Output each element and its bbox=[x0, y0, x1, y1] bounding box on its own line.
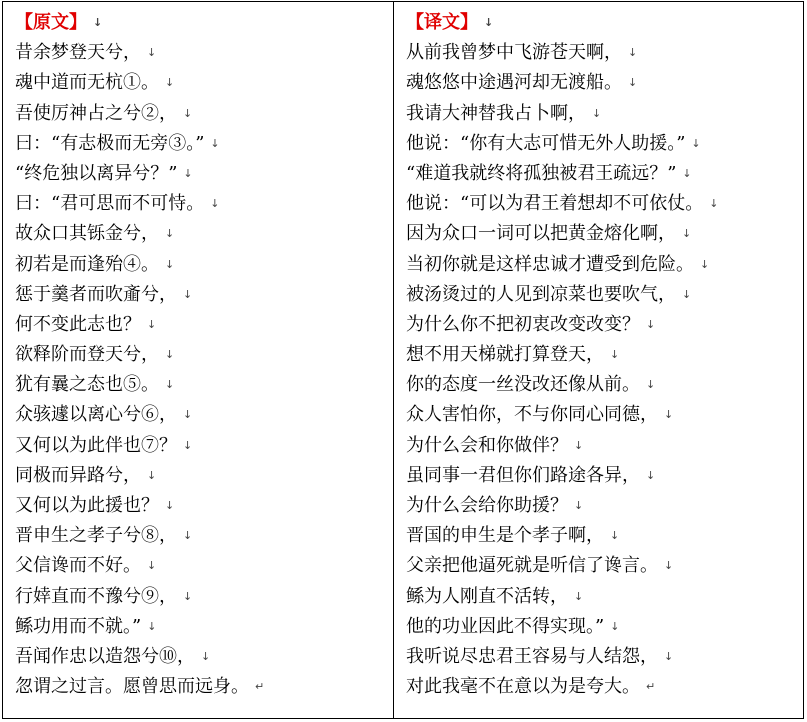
translation-line bbox=[406, 491, 803, 521]
original-line-text: 又何以为此伴也⑦？ bbox=[15, 434, 177, 456]
line-break-mark: ↓ bbox=[664, 649, 674, 663]
original-line-text: 犹有曩之态也⑤。 bbox=[15, 374, 159, 396]
translation-line-text: 我请大神替我占卜啊， bbox=[406, 102, 586, 124]
original-line bbox=[15, 280, 393, 310]
translation-line bbox=[406, 582, 803, 612]
line-break-mark: ↓ bbox=[691, 136, 701, 150]
line-break-mark: ↓ bbox=[682, 227, 692, 241]
original-line bbox=[15, 159, 393, 189]
original-line-text: 众骇遽以离心兮⑥， bbox=[15, 404, 177, 426]
original-line-text: 吾闻作忠以造怨兮⑩， bbox=[15, 645, 195, 667]
translation-line bbox=[406, 38, 803, 68]
document-table bbox=[2, 1, 804, 719]
line-break-mark: ↓ bbox=[183, 438, 193, 452]
line-break-mark: ↓ bbox=[183, 529, 193, 543]
translation-line-text: 父亲把他逼死就是听信了谗言。 bbox=[406, 555, 658, 577]
line-break-mark: ↓ bbox=[165, 257, 175, 271]
translation-line-text: 我听说尽忠君王容易与人结怨， bbox=[406, 645, 658, 667]
line-break-mark: ↓ bbox=[147, 619, 157, 633]
line-break-mark: ↓ bbox=[201, 649, 211, 663]
original-line-text: 鲧功用而不就。” bbox=[15, 615, 142, 637]
original-line-text: 晋申生之孝子兮⑧， bbox=[15, 525, 177, 547]
line-break-mark: ↓ bbox=[183, 589, 193, 603]
translation-line-text: 晋国的申生是个孝子啊， bbox=[406, 525, 604, 547]
translation-column bbox=[394, 2, 803, 718]
original-line bbox=[15, 340, 393, 370]
translation-line bbox=[406, 370, 803, 400]
translation-line bbox=[406, 612, 803, 642]
line-break-mark: ↓ bbox=[210, 197, 220, 211]
original-line bbox=[15, 431, 393, 461]
line-break-mark: ↓ bbox=[628, 46, 638, 60]
line-break-mark: ↓ bbox=[574, 438, 584, 452]
translation-line-text: 你的态度一丝没改还像从前。 bbox=[406, 374, 640, 396]
translation-line-text: 因为众口一词可以把黄金熔化啊， bbox=[406, 223, 676, 245]
original-line-text: 行婞直而不豫兮⑨， bbox=[15, 585, 177, 607]
translation-line bbox=[406, 310, 803, 340]
line-break-mark: ↓ bbox=[147, 46, 157, 60]
translation-line bbox=[406, 551, 803, 581]
original-line-text: 父信谗而不好。 bbox=[15, 555, 141, 577]
original-line-text: 昔余梦登天兮， bbox=[15, 42, 141, 64]
original-line-text: 魂中道而无杭①。 bbox=[15, 72, 159, 94]
line-break-mark: ↓ bbox=[183, 287, 193, 301]
line-break-mark: ↓ bbox=[147, 317, 157, 331]
translation-line bbox=[406, 189, 803, 219]
line-break-mark: ↓ bbox=[628, 76, 638, 90]
original-line-text: 又何以为此援也？ bbox=[15, 495, 159, 516]
original-line-text: 初若是而逢殆④。 bbox=[15, 253, 159, 275]
line-break-mark: ↓ bbox=[165, 348, 175, 362]
line-break-mark: ↓ bbox=[183, 166, 193, 180]
original-line-text: 忽谓之过言。愿曾思而远身。 bbox=[15, 676, 249, 698]
line-break-mark: ↓ bbox=[210, 136, 220, 150]
original-line bbox=[15, 38, 393, 68]
translation-line bbox=[406, 672, 803, 702]
translation-line bbox=[406, 129, 803, 159]
original-line bbox=[15, 642, 393, 672]
line-break-mark: ↓ bbox=[700, 257, 710, 271]
translation-line bbox=[406, 280, 803, 310]
original-text-column bbox=[3, 2, 394, 718]
original-line bbox=[15, 310, 393, 340]
translation-line bbox=[406, 219, 803, 249]
line-break-mark: ↓ bbox=[664, 559, 674, 573]
paragraph-mark: ↵ bbox=[255, 680, 265, 694]
line-break-mark: ↓ bbox=[147, 468, 157, 482]
line-break-mark: ↓ bbox=[682, 166, 692, 180]
translation-line-text: 从前我曾梦中飞游苍天啊， bbox=[406, 42, 622, 64]
translation-line bbox=[406, 461, 803, 491]
line-break-mark: ↓ bbox=[646, 317, 656, 331]
translation-line-text: 想不用天梯就打算登天， bbox=[406, 344, 604, 366]
translation-line-text: 众人害怕你，不与你同心同德， bbox=[406, 404, 658, 426]
line-break-mark: ↓ bbox=[610, 529, 620, 543]
translation-header bbox=[406, 8, 803, 38]
translation-line-text: 为什么你不把初衷改变改变？ bbox=[406, 313, 640, 335]
translation-line-text: 被汤烫过的人见到凉菜也要吹气， bbox=[406, 283, 676, 305]
line-break-mark: ↓ bbox=[709, 197, 719, 211]
translation-line-text: 虽同事一君但你们路途各异， bbox=[406, 464, 640, 486]
line-break-mark: ↓ bbox=[183, 106, 193, 120]
original-line bbox=[15, 219, 393, 249]
translation-line-text: 为什么会和你做伴？ bbox=[406, 434, 568, 456]
original-line bbox=[15, 68, 393, 98]
line-break-mark: ↓ bbox=[147, 559, 157, 573]
original-line-text: 同极而异路兮， bbox=[15, 464, 141, 486]
translation-line bbox=[406, 250, 803, 280]
line-break-mark: ↓ bbox=[165, 378, 175, 392]
translation-line-text: 对此我毫不在意以为是夸大。 bbox=[406, 676, 640, 698]
line-break-mark: ↓ bbox=[165, 76, 175, 90]
original-line-text: 何不变此志也？ bbox=[15, 313, 141, 335]
translation-line-text: “难道我就终将孤独被君王疏远？” bbox=[406, 162, 677, 184]
translation-line bbox=[406, 431, 803, 461]
translation-line bbox=[406, 642, 803, 672]
original-line bbox=[15, 189, 393, 219]
original-line-text: 惩于羹者而吹齑兮， bbox=[15, 283, 177, 305]
translation-line-text: 他说：“你有大志可惜无外人助援。” bbox=[406, 132, 686, 154]
original-line bbox=[15, 612, 393, 642]
translation-line-text: 他的功业因此不得实现。” bbox=[406, 615, 605, 637]
line-break-mark: ↓ bbox=[646, 378, 656, 392]
original-line bbox=[15, 521, 393, 551]
original-line bbox=[15, 461, 393, 491]
translation-line bbox=[406, 159, 803, 189]
translation-line-text: 当初你就是这样忠诚才遭受到危险。 bbox=[406, 253, 694, 275]
line-break-mark: ↓ bbox=[610, 348, 620, 362]
original-line-text: 欲释阶而登天兮， bbox=[15, 344, 159, 366]
original-text-header bbox=[15, 8, 393, 38]
original-line bbox=[15, 400, 393, 430]
original-line bbox=[15, 551, 393, 581]
line-break-mark: ↓ bbox=[93, 16, 103, 29]
translation-line bbox=[406, 400, 803, 430]
translation-line-text: 魂悠悠中途遇河却无渡船。 bbox=[406, 72, 622, 94]
original-line-text: “终危独以离异兮？” bbox=[15, 162, 178, 184]
translation-line bbox=[406, 340, 803, 370]
line-break-mark: ↓ bbox=[610, 619, 620, 633]
original-line bbox=[15, 491, 393, 521]
translation-line bbox=[406, 521, 803, 551]
translation-line bbox=[406, 99, 803, 129]
line-break-mark: ↓ bbox=[165, 227, 175, 241]
original-line bbox=[15, 129, 393, 159]
line-break-mark: ↓ bbox=[484, 16, 494, 29]
translation-line-text: 鲧为人刚直不活转， bbox=[406, 585, 568, 607]
line-break-mark: ↓ bbox=[592, 106, 602, 120]
line-break-mark: ↓ bbox=[574, 499, 584, 512]
original-line-text: 吾使厉神占之兮②， bbox=[15, 102, 177, 124]
line-break-mark: ↓ bbox=[664, 408, 674, 422]
translation-line-text: 他说：“可以为君王着想却不可依仗。 bbox=[406, 193, 704, 215]
translation-header-label: 【译文】 bbox=[406, 12, 478, 33]
original-line-text: 曰：“君可思而不可恃。 bbox=[15, 193, 205, 215]
original-line bbox=[15, 672, 393, 702]
line-break-mark: ↓ bbox=[574, 589, 584, 603]
translation-line-text: 为什么会给你助援？ bbox=[406, 495, 568, 516]
original-line bbox=[15, 370, 393, 400]
original-line bbox=[15, 582, 393, 612]
line-break-mark: ↓ bbox=[183, 408, 193, 422]
line-break-mark: ↓ bbox=[646, 468, 656, 482]
paragraph-mark: ↵ bbox=[646, 680, 656, 694]
original-line-text: 故众口其铄金兮， bbox=[15, 223, 159, 245]
original-line bbox=[15, 99, 393, 129]
original-line-text: 曰：“有志极而无旁③。” bbox=[15, 132, 205, 154]
original-line bbox=[15, 250, 393, 280]
original-text-header-label: 【原文】 bbox=[15, 12, 87, 33]
line-break-mark: ↓ bbox=[165, 499, 175, 512]
translation-line bbox=[406, 68, 803, 98]
line-break-mark: ↓ bbox=[682, 287, 692, 301]
